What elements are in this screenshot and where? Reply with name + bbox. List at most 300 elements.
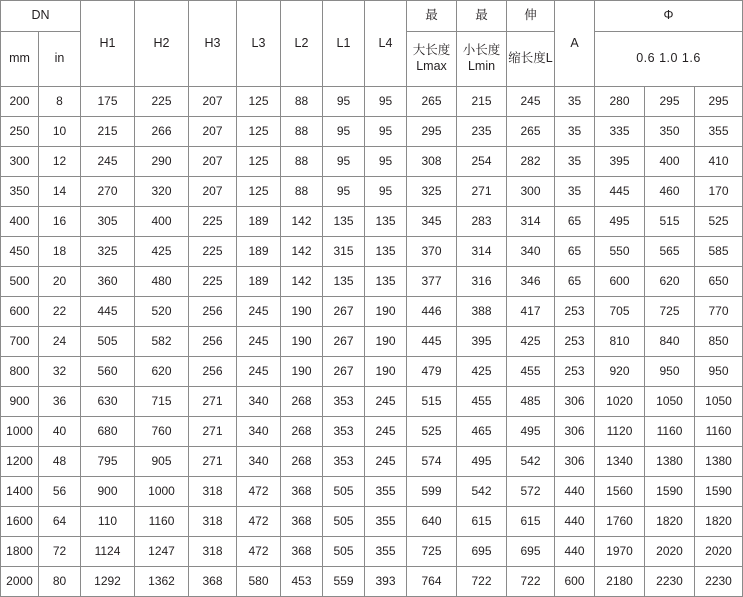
table-cell: 283 (457, 207, 507, 237)
table-cell: 135 (365, 207, 407, 237)
table-cell: 88 (281, 117, 323, 147)
table-row (1, 447, 743, 477)
table-cell: 615 (507, 507, 555, 537)
table-cell: 495 (595, 207, 645, 237)
table-cell: 300 (1, 147, 39, 177)
table-cell: 445 (81, 297, 135, 327)
table-cell: 80 (39, 567, 81, 597)
table-cell: 271 (189, 447, 237, 477)
table-cell: 600 (595, 267, 645, 297)
table-cell: 266 (135, 117, 189, 147)
table-cell: 370 (407, 237, 457, 267)
table-cell: 425 (507, 327, 555, 357)
table-header (1, 1, 743, 87)
table-cell: 318 (189, 477, 237, 507)
table-cell: 271 (189, 387, 237, 417)
table-cell: 207 (189, 147, 237, 177)
table-cell: 72 (39, 537, 81, 567)
table-cell: 450 (1, 237, 39, 267)
table-cell: 340 (237, 417, 281, 447)
table-cell: 560 (81, 357, 135, 387)
table-cell: 190 (365, 297, 407, 327)
header-h2: H2 (135, 1, 189, 87)
table-row (1, 87, 743, 117)
table-cell: 582 (135, 327, 189, 357)
table-cell: 95 (323, 177, 365, 207)
table-cell: 268 (281, 387, 323, 417)
table-cell: 480 (135, 267, 189, 297)
table-cell: 725 (407, 537, 457, 567)
table-cell: 88 (281, 87, 323, 117)
table-cell: 135 (365, 237, 407, 267)
table-cell: 455 (457, 387, 507, 417)
table-row (1, 357, 743, 387)
table-cell: 1124 (81, 537, 135, 567)
header-lmin-line3: Lmin (467, 59, 496, 73)
table-cell: 190 (281, 297, 323, 327)
table-cell: 22 (39, 297, 81, 327)
table-cell: 1560 (595, 477, 645, 507)
table-cell: 225 (135, 87, 189, 117)
table-cell: 135 (323, 267, 365, 297)
table-cell: 810 (595, 327, 645, 357)
table-cell: 340 (237, 387, 281, 417)
table-cell: 1160 (695, 417, 743, 447)
table-cell: 515 (407, 387, 457, 417)
table-cell: 295 (645, 87, 695, 117)
table-cell: 295 (695, 87, 743, 117)
table-cell: 295 (407, 117, 457, 147)
table-cell: 268 (281, 447, 323, 477)
table-cell: 271 (189, 417, 237, 447)
table-cell: 207 (189, 117, 237, 147)
table-cell: 308 (407, 147, 457, 177)
table-cell: 393 (365, 567, 407, 597)
table-row (1, 267, 743, 297)
table-cell: 190 (365, 327, 407, 357)
table-cell: 485 (507, 387, 555, 417)
table-cell: 189 (237, 207, 281, 237)
table-cell: 267 (323, 297, 365, 327)
table-cell: 1200 (1, 447, 39, 477)
table-cell: 64 (39, 507, 81, 537)
table-cell: 65 (555, 237, 595, 267)
table-cell: 950 (695, 357, 743, 387)
table-cell: 318 (189, 507, 237, 537)
table-cell: 95 (323, 147, 365, 177)
header-lmin-line2: 小长度 (462, 43, 501, 58)
table-cell: 142 (281, 267, 323, 297)
table-cell: 306 (555, 447, 595, 477)
table-cell: 460 (645, 177, 695, 207)
table-cell: 135 (323, 207, 365, 237)
table-cell: 142 (281, 237, 323, 267)
table-cell: 190 (281, 357, 323, 387)
table-cell: 1380 (645, 447, 695, 477)
table-cell: 355 (365, 507, 407, 537)
table-row (1, 567, 743, 597)
table-cell: 620 (135, 357, 189, 387)
table-cell: 900 (1, 387, 39, 417)
table-row (1, 117, 743, 147)
table-row (1, 477, 743, 507)
table-cell: 265 (507, 117, 555, 147)
table-cell: 340 (507, 237, 555, 267)
table-cell: 440 (555, 507, 595, 537)
header-h3: H3 (189, 1, 237, 87)
table-cell: 615 (457, 507, 507, 537)
table-cell: 207 (189, 87, 237, 117)
table-cell: 695 (457, 537, 507, 567)
table-cell: 1590 (645, 477, 695, 507)
table-cell: 395 (457, 327, 507, 357)
header-l1: L1 (323, 1, 365, 87)
table-cell: 32 (39, 357, 81, 387)
table-cell: 1820 (645, 507, 695, 537)
table-cell: 920 (595, 357, 645, 387)
table-cell: 225 (189, 267, 237, 297)
table-cell: 1340 (595, 447, 645, 477)
table-cell: 585 (695, 237, 743, 267)
table-cell: 395 (595, 147, 645, 177)
table-cell: 315 (323, 237, 365, 267)
table-cell: 599 (407, 477, 457, 507)
table-cell: 440 (555, 477, 595, 507)
table-cell: 282 (507, 147, 555, 177)
table-cell: 88 (281, 177, 323, 207)
table-cell: 360 (81, 267, 135, 297)
table-cell: 346 (507, 267, 555, 297)
table-cell: 290 (135, 147, 189, 177)
table-cell: 88 (281, 147, 323, 177)
table-cell: 472 (237, 537, 281, 567)
table-cell: 725 (645, 297, 695, 327)
table-cell: 715 (135, 387, 189, 417)
table-cell: 2020 (695, 537, 743, 567)
table-cell: 764 (407, 567, 457, 597)
table-cell: 135 (365, 267, 407, 297)
header-ls-top: 伸 (507, 1, 555, 32)
table-cell: 505 (323, 507, 365, 537)
table-cell: 445 (595, 177, 645, 207)
table-cell: 770 (695, 297, 743, 327)
table-cell: 306 (555, 417, 595, 447)
table-cell: 245 (507, 87, 555, 117)
table-cell: 245 (365, 417, 407, 447)
table-cell: 253 (555, 297, 595, 327)
header-phi: Φ (595, 1, 743, 32)
table-body (1, 87, 743, 597)
table-cell: 65 (555, 267, 595, 297)
table-cell: 355 (365, 537, 407, 567)
table-cell: 316 (457, 267, 507, 297)
table-cell: 48 (39, 447, 81, 477)
table-row (1, 417, 743, 447)
table-cell: 850 (695, 327, 743, 357)
header-lmax-top: 最 (407, 1, 457, 32)
table-cell: 1160 (135, 507, 189, 537)
table-cell: 256 (189, 357, 237, 387)
header-row-primary (1, 1, 743, 32)
table-cell: 65 (555, 207, 595, 237)
table-cell: 695 (507, 537, 555, 567)
table-cell: 353 (323, 447, 365, 477)
table-row (1, 297, 743, 327)
table-cell: 36 (39, 387, 81, 417)
table-cell: 950 (645, 357, 695, 387)
table-cell: 410 (695, 147, 743, 177)
header-dn-mm: mm (1, 32, 39, 87)
table-cell: 254 (457, 147, 507, 177)
table-cell: 1820 (695, 507, 743, 537)
table-cell: 1970 (595, 537, 645, 567)
table-cell: 1120 (595, 417, 645, 447)
table-cell: 472 (237, 507, 281, 537)
table-cell: 368 (281, 537, 323, 567)
table-cell: 314 (457, 237, 507, 267)
table-cell: 1292 (81, 567, 135, 597)
table-cell: 56 (39, 477, 81, 507)
table-cell: 215 (457, 87, 507, 117)
table-cell: 267 (323, 357, 365, 387)
table-cell: 377 (407, 267, 457, 297)
table-cell: 440 (555, 537, 595, 567)
table-cell: 190 (281, 327, 323, 357)
table-row (1, 387, 743, 417)
table-cell: 95 (365, 87, 407, 117)
table-cell: 722 (507, 567, 555, 597)
table-cell: 256 (189, 327, 237, 357)
table-cell: 40 (39, 417, 81, 447)
table-cell: 245 (365, 387, 407, 417)
table-cell: 170 (695, 177, 743, 207)
table-cell: 245 (237, 327, 281, 357)
table-cell: 1380 (695, 447, 743, 477)
table-cell: 505 (323, 537, 365, 567)
table-cell: 1600 (1, 507, 39, 537)
table-cell: 565 (645, 237, 695, 267)
table-cell: 189 (237, 267, 281, 297)
table-cell: 425 (457, 357, 507, 387)
table-cell: 1362 (135, 567, 189, 597)
header-phi-ratings: 0.6 1.0 1.6 (595, 32, 743, 87)
table-cell: 550 (595, 237, 645, 267)
table-cell: 1020 (595, 387, 645, 417)
table-cell: 314 (507, 207, 555, 237)
header-lmax-line3: Lmax (416, 59, 447, 73)
table-cell: 505 (81, 327, 135, 357)
table-cell: 16 (39, 207, 81, 237)
table-cell: 572 (507, 477, 555, 507)
table-cell: 1000 (135, 477, 189, 507)
table-cell: 446 (407, 297, 457, 327)
table-cell: 495 (457, 447, 507, 477)
table-cell: 620 (645, 267, 695, 297)
table-cell: 465 (457, 417, 507, 447)
table-cell: 905 (135, 447, 189, 477)
table-cell: 368 (189, 567, 237, 597)
table-cell: 760 (135, 417, 189, 447)
table-cell: 175 (81, 87, 135, 117)
table-cell: 253 (555, 327, 595, 357)
table-cell: 125 (237, 177, 281, 207)
table-cell: 368 (281, 477, 323, 507)
table-cell: 355 (365, 477, 407, 507)
table-cell: 215 (81, 117, 135, 147)
table-cell: 340 (237, 447, 281, 477)
table-cell: 125 (237, 87, 281, 117)
table-cell: 95 (323, 87, 365, 117)
table-cell: 520 (135, 297, 189, 327)
table-cell: 650 (695, 267, 743, 297)
table-cell: 600 (1, 297, 39, 327)
header-lmax (407, 32, 457, 87)
table-cell: 1050 (695, 387, 743, 417)
table-cell: 525 (407, 417, 457, 447)
header-lmin-top: 最 (457, 1, 507, 32)
table-cell: 225 (189, 207, 237, 237)
table-cell: 400 (645, 147, 695, 177)
header-lmax-line2: 大长度 (412, 43, 451, 58)
table-cell: 345 (407, 207, 457, 237)
table-cell: 280 (595, 87, 645, 117)
table-row (1, 327, 743, 357)
table-cell: 10 (39, 117, 81, 147)
table-cell: 1590 (695, 477, 743, 507)
table-cell: 305 (81, 207, 135, 237)
table-cell: 2230 (645, 567, 695, 597)
table-row (1, 237, 743, 267)
table-cell: 680 (81, 417, 135, 447)
table-cell: 1760 (595, 507, 645, 537)
table-cell: 515 (645, 207, 695, 237)
table-cell: 2000 (1, 567, 39, 597)
header-l4: L4 (365, 1, 407, 87)
table-cell: 574 (407, 447, 457, 477)
table-cell: 207 (189, 177, 237, 207)
table-cell: 320 (135, 177, 189, 207)
table-row (1, 537, 743, 567)
table-cell: 200 (1, 87, 39, 117)
table-cell: 600 (555, 567, 595, 597)
table-cell: 425 (135, 237, 189, 267)
table-cell: 495 (507, 417, 555, 447)
table-cell: 18 (39, 237, 81, 267)
table-cell: 472 (237, 477, 281, 507)
header-ls (507, 32, 555, 87)
table-cell: 142 (281, 207, 323, 237)
table-cell: 2020 (645, 537, 695, 567)
table-cell: 355 (695, 117, 743, 147)
table-cell: 1050 (645, 387, 695, 417)
table-cell: 95 (365, 117, 407, 147)
table-cell: 14 (39, 177, 81, 207)
table-cell: 525 (695, 207, 743, 237)
table-cell: 35 (555, 147, 595, 177)
table-cell: 235 (457, 117, 507, 147)
table-cell: 190 (365, 357, 407, 387)
table-cell: 268 (281, 417, 323, 447)
table-row (1, 177, 743, 207)
table-cell: 35 (555, 117, 595, 147)
table-cell: 12 (39, 147, 81, 177)
table-cell: 125 (237, 147, 281, 177)
table-cell: 306 (555, 387, 595, 417)
table-cell: 840 (645, 327, 695, 357)
table-cell: 325 (81, 237, 135, 267)
table-cell: 265 (407, 87, 457, 117)
header-h1: H1 (81, 1, 135, 87)
table-cell: 455 (507, 357, 555, 387)
table-cell: 400 (135, 207, 189, 237)
table-cell: 800 (1, 357, 39, 387)
table-cell: 270 (81, 177, 135, 207)
header-dn: DN (1, 1, 81, 32)
table-cell: 350 (1, 177, 39, 207)
table-cell: 705 (595, 297, 645, 327)
table-cell: 640 (407, 507, 457, 537)
table-cell: 350 (645, 117, 695, 147)
header-dn-in: in (39, 32, 81, 87)
table-cell: 400 (1, 207, 39, 237)
table-cell: 700 (1, 327, 39, 357)
table-cell: 900 (81, 477, 135, 507)
table-cell: 479 (407, 357, 457, 387)
table-cell: 256 (189, 297, 237, 327)
table-cell: 250 (1, 117, 39, 147)
table-cell: 8 (39, 87, 81, 117)
table-cell: 500 (1, 267, 39, 297)
header-l2: L2 (281, 1, 323, 87)
table-cell: 630 (81, 387, 135, 417)
table-cell: 1247 (135, 537, 189, 567)
table-cell: 445 (407, 327, 457, 357)
table-cell: 559 (323, 567, 365, 597)
table-cell: 542 (457, 477, 507, 507)
table-cell: 325 (407, 177, 457, 207)
table-cell: 95 (365, 147, 407, 177)
table-cell: 722 (457, 567, 507, 597)
table-cell: 267 (323, 327, 365, 357)
table-cell: 353 (323, 417, 365, 447)
table-row (1, 507, 743, 537)
header-lmin (457, 32, 507, 87)
table-cell: 1160 (645, 417, 695, 447)
table-cell: 20 (39, 267, 81, 297)
table-cell: 24 (39, 327, 81, 357)
table-cell: 388 (457, 297, 507, 327)
table-cell: 318 (189, 537, 237, 567)
header-a: A (555, 1, 595, 87)
table-cell: 245 (81, 147, 135, 177)
table-cell: 1800 (1, 537, 39, 567)
table-cell: 110 (81, 507, 135, 537)
table-cell: 300 (507, 177, 555, 207)
header-l3: L3 (237, 1, 281, 87)
table-cell: 1000 (1, 417, 39, 447)
table-cell: 253 (555, 357, 595, 387)
table-cell: 2180 (595, 567, 645, 597)
table-cell: 2230 (695, 567, 743, 597)
table-cell: 453 (281, 567, 323, 597)
table-cell: 245 (365, 447, 407, 477)
table-cell: 335 (595, 117, 645, 147)
table-cell: 35 (555, 177, 595, 207)
table-cell: 580 (237, 567, 281, 597)
table-cell: 417 (507, 297, 555, 327)
table-cell: 225 (189, 237, 237, 267)
table-cell: 795 (81, 447, 135, 477)
